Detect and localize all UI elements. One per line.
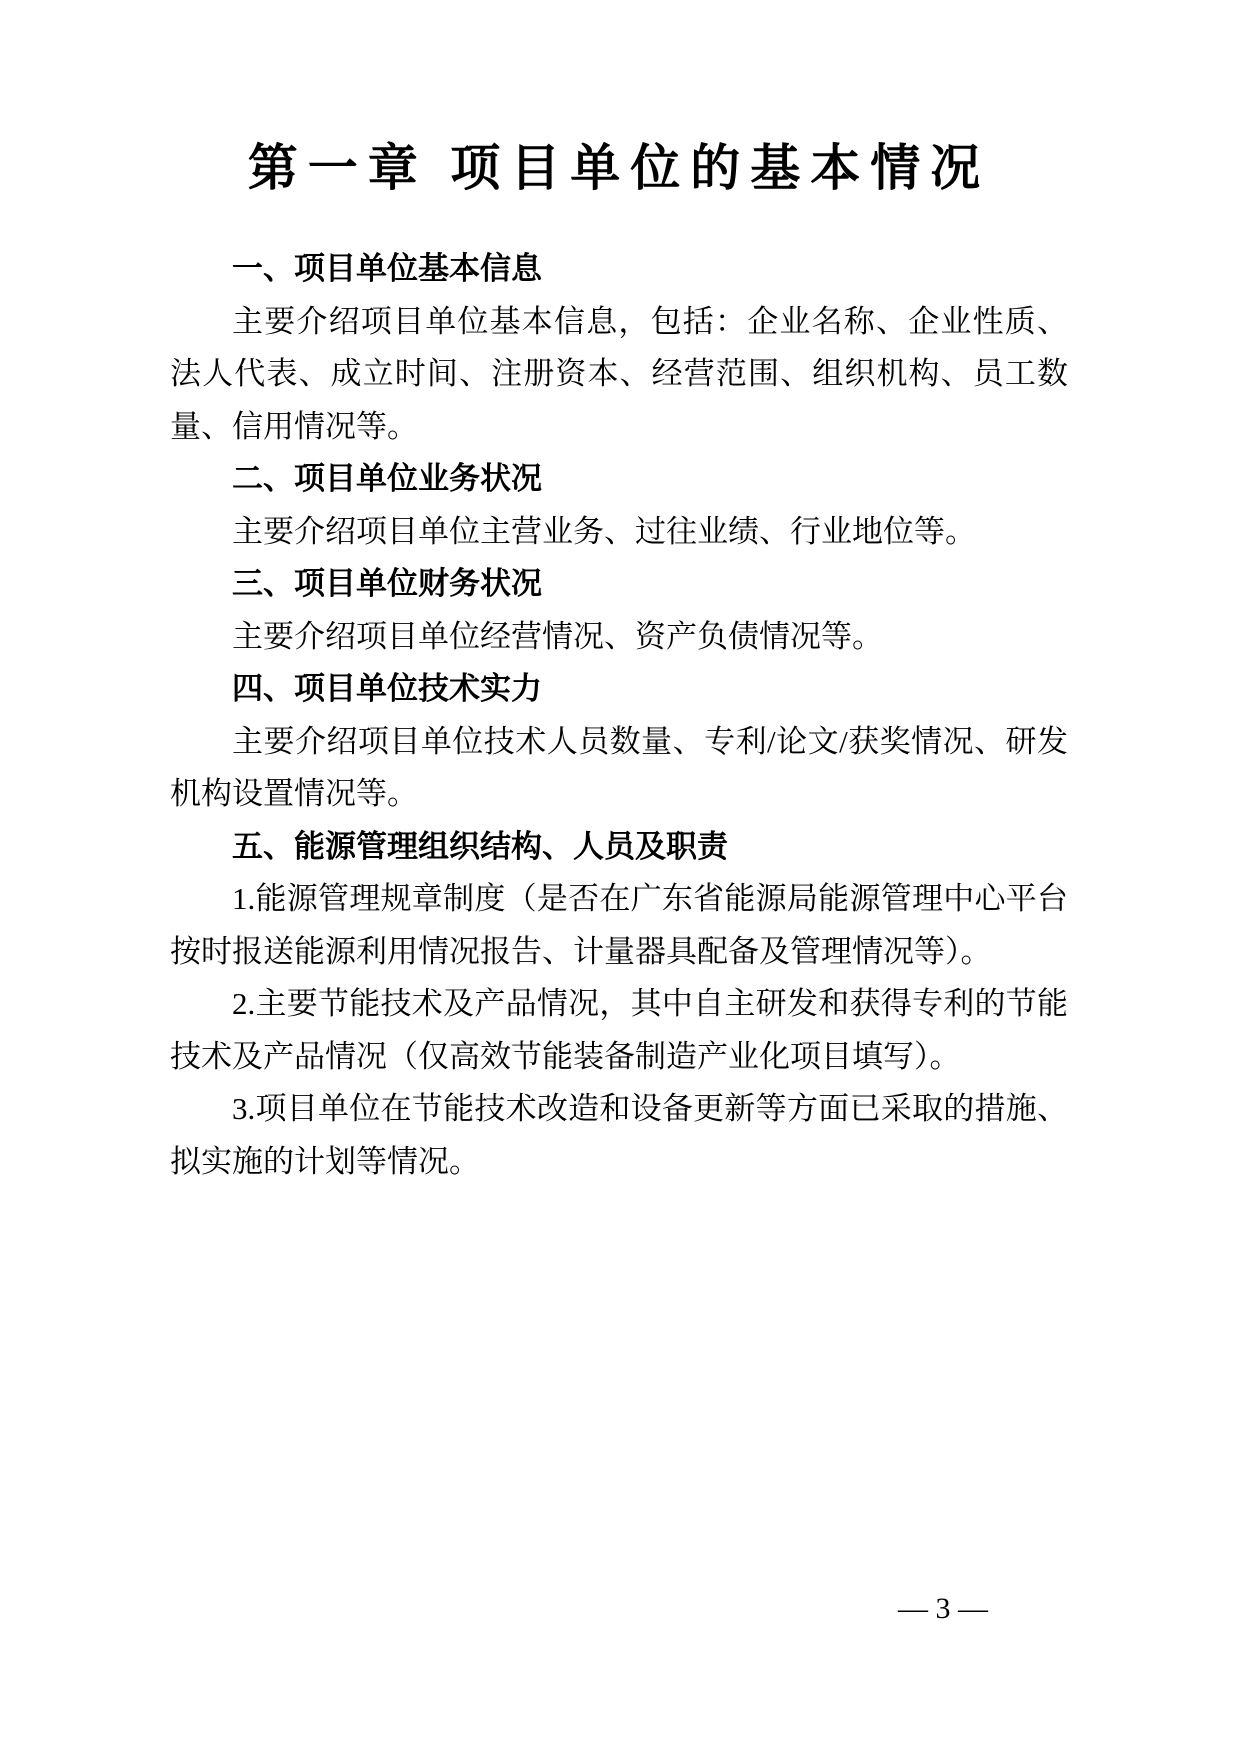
section-heading: 二、项目单位业务状况 <box>232 461 542 496</box>
section-heading: 五、能源管理组织结构、人员及职责 <box>232 828 728 864</box>
paragraph: 1.能源管理规章制度（是否在广东省能源局能源管理中心平台按时报送能源利用情况报告、计量器具配备及管理情况等）。 <box>170 881 1068 969</box>
section-heading: 四、项目单位技术实力 <box>232 671 542 706</box>
chapter-title: 第一章 项目单位的基本情况 <box>247 140 991 196</box>
page-number: — 3 — <box>898 1592 988 1625</box>
paragraph: 2.主要节能技术及产品情况，其中自主研发和获得专利的节能技术及产品情况（仅高效节能装备制造产业化项目填写）。 <box>170 986 1068 1074</box>
document-body <box>170 243 1068 1188</box>
paragraph: 主要介绍项目单位技术人员数量、专利/论文/获奖情况、研发机构设置情况等。 <box>170 723 1068 811</box>
paragraph: 主要介绍项目单位经营情况、资产负债情况等。 <box>232 618 883 654</box>
paragraph: 主要介绍项目单位主营业务、过往业绩、行业地位等。 <box>232 513 976 549</box>
paragraph: 主要介绍项目单位基本信息，包括：企业名称、企业性质、法人代表、成立时间、注册资本、经营范围、组织机构、员工数量、信用情况等。 <box>170 303 1068 444</box>
section-heading: 三、项目单位财务状况 <box>232 566 542 601</box>
paragraph: 3.项目单位在节能技术改造和设备更新等方面已采取的措施、拟实施的计划等情况。 <box>170 1091 1068 1179</box>
section-heading: 一、项目单位基本信息 <box>232 251 542 286</box>
